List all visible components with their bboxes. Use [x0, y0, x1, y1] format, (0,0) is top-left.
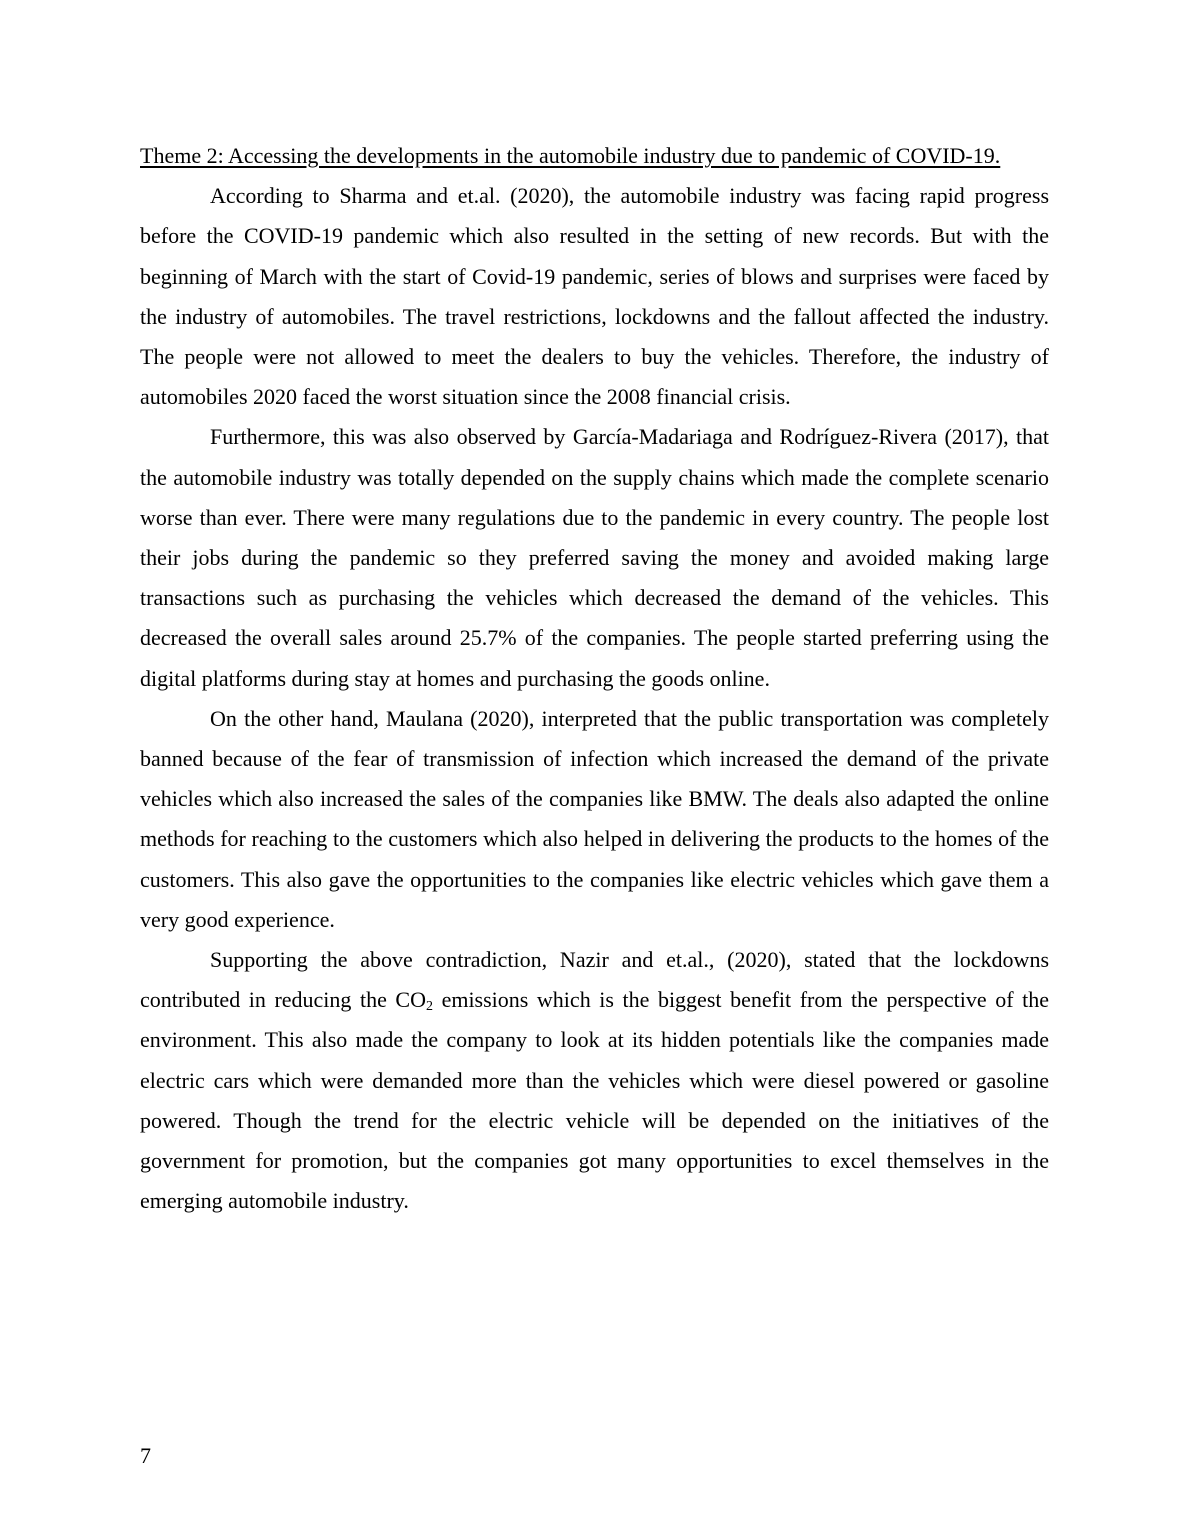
paragraph-nazir-text-end: emissions which is the biggest benefit from the perspective of the environment. This also made the company to look at its hidden potentials like the companies made electric cars which were demanded more than the vehicles which were diesel powered or gasoline powered. Though the trend for the electric vehicle will be depended on the initiatives of the government for promotion, but the companies got many opportunities to excel themselves in the emerging automobile industry. — [140, 987, 1050, 1214]
paragraph-nazir — [140, 940, 1049, 1221]
page-number: 7 — [140, 1443, 151, 1468]
co2-subscript: 2 — [426, 999, 433, 1015]
paragraph-garcia-madariaga: Furthermore, this was also observed by García-Madariaga and Rodríguez-Rivera (2017), that the automobile industry was totally depended on the supply chains which made the complete scenario worse than ever. There were many regulations due to the pandemic in every country. The people lost their jobs during the pandemic so they preferred saving the money and avoided making large transactions such as purchasing the vehicles which decreased the demand of the vehicles. This decreased the overall sales around 25.7% of the companies. The people started preferring using the digital platforms during stay at homes and purchasing the goods online. — [140, 424, 1049, 691]
document-body — [140, 136, 1049, 1221]
section-heading: Theme 2: Accessing the developments in the automobile industry due to pandemic of COVID-19. — [140, 143, 1001, 168]
paragraph-maulana: On the other hand, Maulana (2020), interpreted that the public transportation was completely banned because of the fear of transmission of infection which increased the demand of the private vehicles which also increased the sales of the companies like BMW. The deals also adapted the online methods for reaching to the customers which also helped in delivering the products to the homes of the customers. This also gave the opportunities to the companies like electric vehicles which gave them a very good experience. — [140, 705, 1049, 932]
paragraph-sharma: According to Sharma and et.al. (2020), the automobile industry was facing rapid progress before the COVID-19 pandemic which also resulted in the setting of new records. But with the beginning of March with the start of Covid-19 pandemic, series of blows and surprises were faced by the industry of automobiles. The travel restrictions, lockdowns and the fallout affected the industry. The people were not allowed to meet the dealers to buy the vehicles. Therefore, the industry of automobiles 2020 faced the worst situation since the 2008 financial crisis. — [140, 183, 1049, 410]
paragraph-nazir-text-start: Supporting the above contradiction, Nazir and et.al., (2020), stated that the lockdowns contributed in reducing the CO — [140, 947, 1049, 1013]
